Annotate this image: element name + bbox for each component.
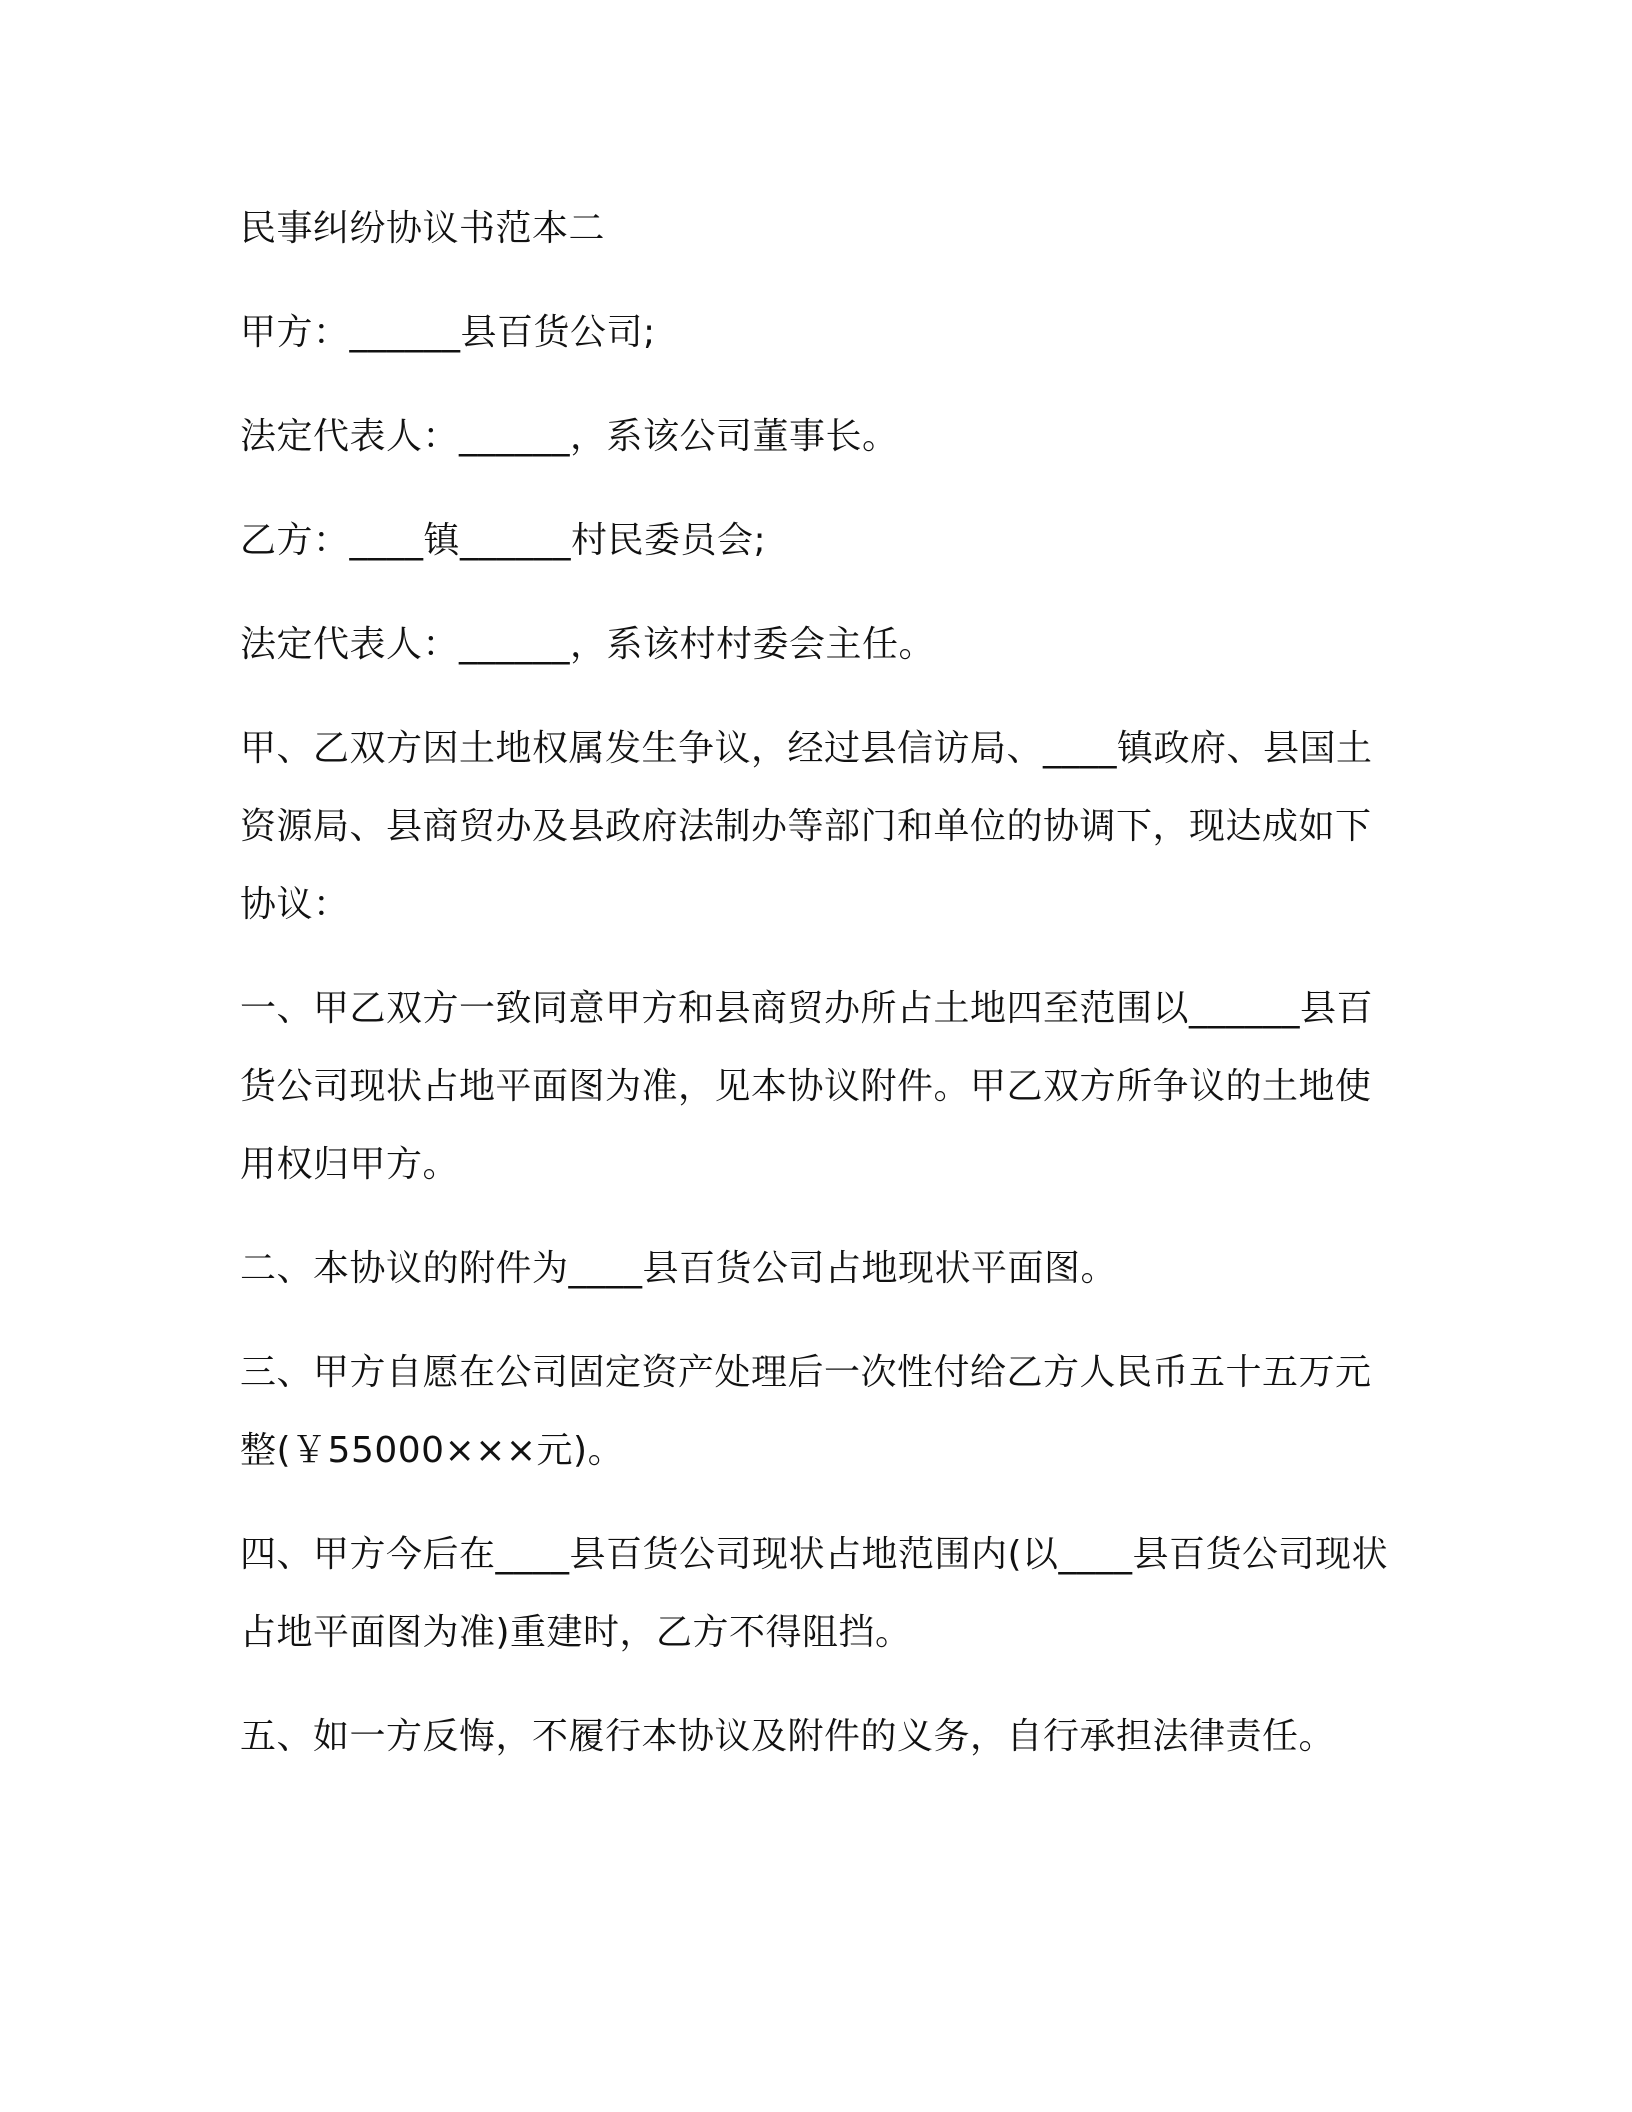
party-a-line: 甲方：______县百货公司; <box>240 312 656 353</box>
party-a-representative-line: 法定代表人：______，系该公司董事长。 <box>240 416 899 457</box>
party-b-representative-line: 法定代表人：______，系该村村委会主任。 <box>240 624 936 665</box>
clause-4: 四、甲方今后在____县百货公司现状占地范围内(以____县百货公司现状占地平面图为准)重建时，乙方不得阻挡。 <box>240 1534 1389 1653</box>
clause-3: 三、甲方自愿在公司固定资产处理后一次性付给乙方人民币五十五万元整(￥55000×××元)。 <box>240 1352 1372 1471</box>
document-body <box>240 190 1400 1802</box>
intro-paragraph: 甲、乙双方因土地权属发生争议，经过县信访局、____镇政府、县国土资源局、县商贸办及县政府法制办等部门和单位的协调下，现达成如下协议： <box>240 728 1373 925</box>
party-b-line: 乙方：____镇______村民委员会; <box>240 520 767 561</box>
document-title: 民事纠纷协议书范本二 <box>240 208 606 249</box>
clause-5: 五、如一方反悔，不履行本协议及附件的义务，自行承担法律责任。 <box>240 1716 1336 1757</box>
clause-2: 二、本协议的附件为____县百货公司占地现状平面图。 <box>240 1248 1118 1289</box>
clause-1: 一、甲乙双方一致同意甲方和县商贸办所占土地四至范围以______县百货公司现状占地平面图为准，见本协议附件。甲乙双方所争议的土地使用权归甲方。 <box>240 988 1374 1185</box>
